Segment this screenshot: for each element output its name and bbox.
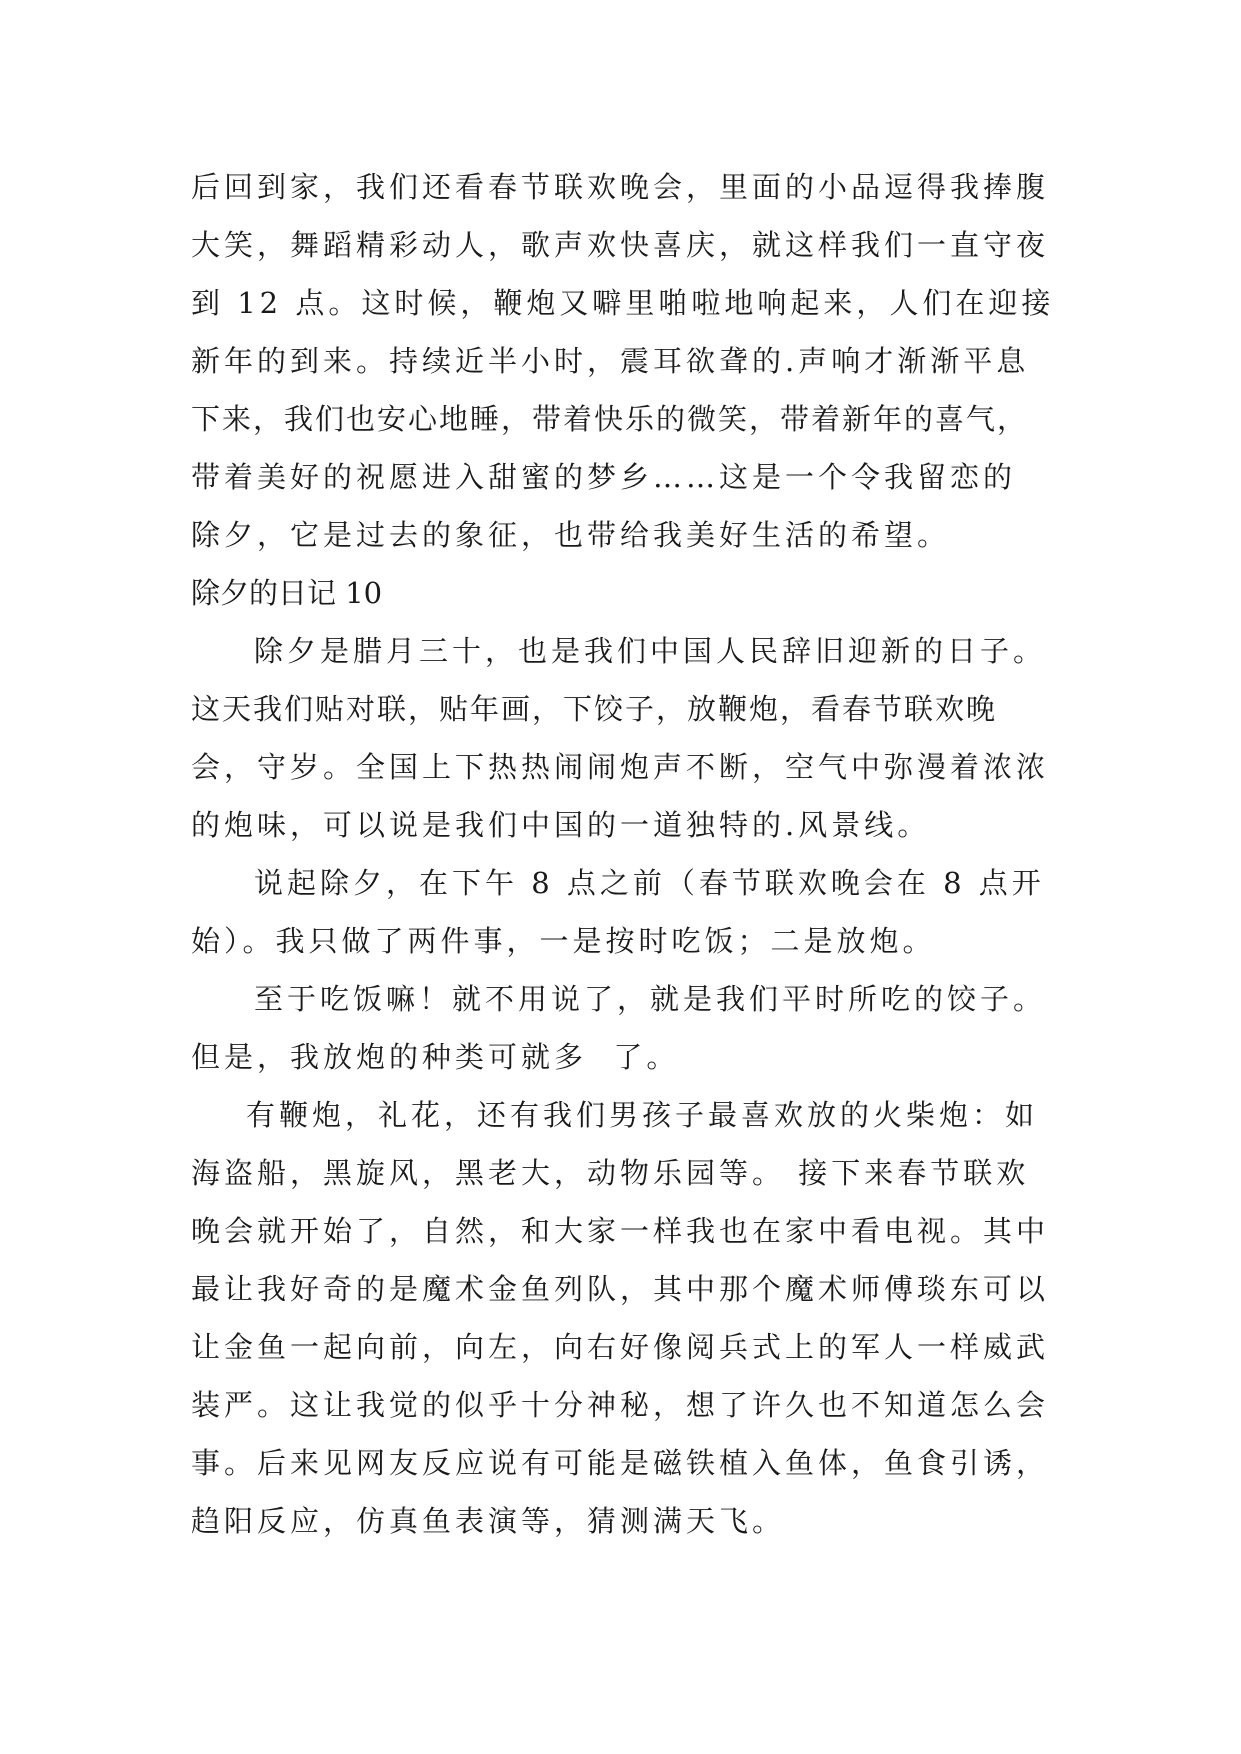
text-line: 始）。我只做了两件事，一是按时吃饭；二是放炮。 [191, 924, 936, 958]
text-line: 但是，我放炮的种类可就多 了。 [191, 1040, 680, 1074]
document-body [191, 158, 1071, 1550]
text-line: 新年的到来。持续近半小时，震耳欲聋的.声响才渐渐平息 [191, 344, 1030, 378]
text-line: 的炮味，可以说是我们中国的一道独特的.风景线。 [191, 808, 931, 842]
text-line: 事。后来见网友反应说有可能是磁铁植入鱼体，鱼食引诱， [191, 1446, 1050, 1480]
text-line: 大笑，舞蹈精彩动人，歌声欢快喜庆，就这样我们一直守夜 [191, 228, 1050, 262]
text-line: 装严。这让我觉的似乎十分神秘，想了许久也不知道怎么会 [191, 1388, 1050, 1422]
text-line: 说起除夕，在下午 8 点之前（春节联欢晚会在 8 点开 [254, 866, 1045, 900]
text-line: 至于吃饭嘛！就不用说了，就是我们平时所吃的饺子。 [254, 982, 1047, 1016]
text-line: 趋阳反应，仿真鱼表演等，猜测满天飞。 [191, 1504, 786, 1538]
text-line: 除夕是腊月三十，也是我们中国人民辞旧迎新的日子。 [254, 634, 1047, 668]
text-line: 下来，我们也安心地睡，带着快乐的微笑，带着新年的喜气， [191, 402, 1029, 436]
text-line: 让金鱼一起向前，向左，向右好像阅兵式上的军人一样威武 [191, 1330, 1050, 1364]
text-line: 最让我好奇的是魔术金鱼列队，其中那个魔术师傅琰东可以 [191, 1272, 1050, 1306]
text-line: 带着美好的祝愿进入甜蜜的梦乡……这是一个令我留恋的 [191, 460, 1017, 494]
text-line: 后回到家，我们还看春节联欢晚会，里面的小品逗得我捧腹 [191, 170, 1050, 204]
text-line: 会，守岁。全国上下热热闹闹炮声不断，空气中弥漫着浓浓 [191, 750, 1050, 784]
text-line: 晚会就开始了，自然，和大家一样我也在家中看电视。其中 [191, 1214, 1050, 1248]
text-line: 除夕，它是过去的象征，也带给我美好生活的希望。 [191, 518, 951, 552]
text-line: 有鞭炮，礼花，还有我们男孩子最喜欢放的火柴炮：如 [246, 1098, 1039, 1132]
text-line: 到 12 点。这时候，鞭炮又噼里啪啦地响起来，人们在迎接 [191, 286, 1055, 320]
text-line: 这天我们贴对联，贴年画，下饺子，放鞭炮，看春节联欢晚 [191, 692, 998, 726]
section-heading: 除夕的日记 10 [191, 576, 383, 610]
text-line: 海盗船，黑旋风，黑老大，动物乐园等。 接下来春节联欢 [191, 1156, 1030, 1190]
